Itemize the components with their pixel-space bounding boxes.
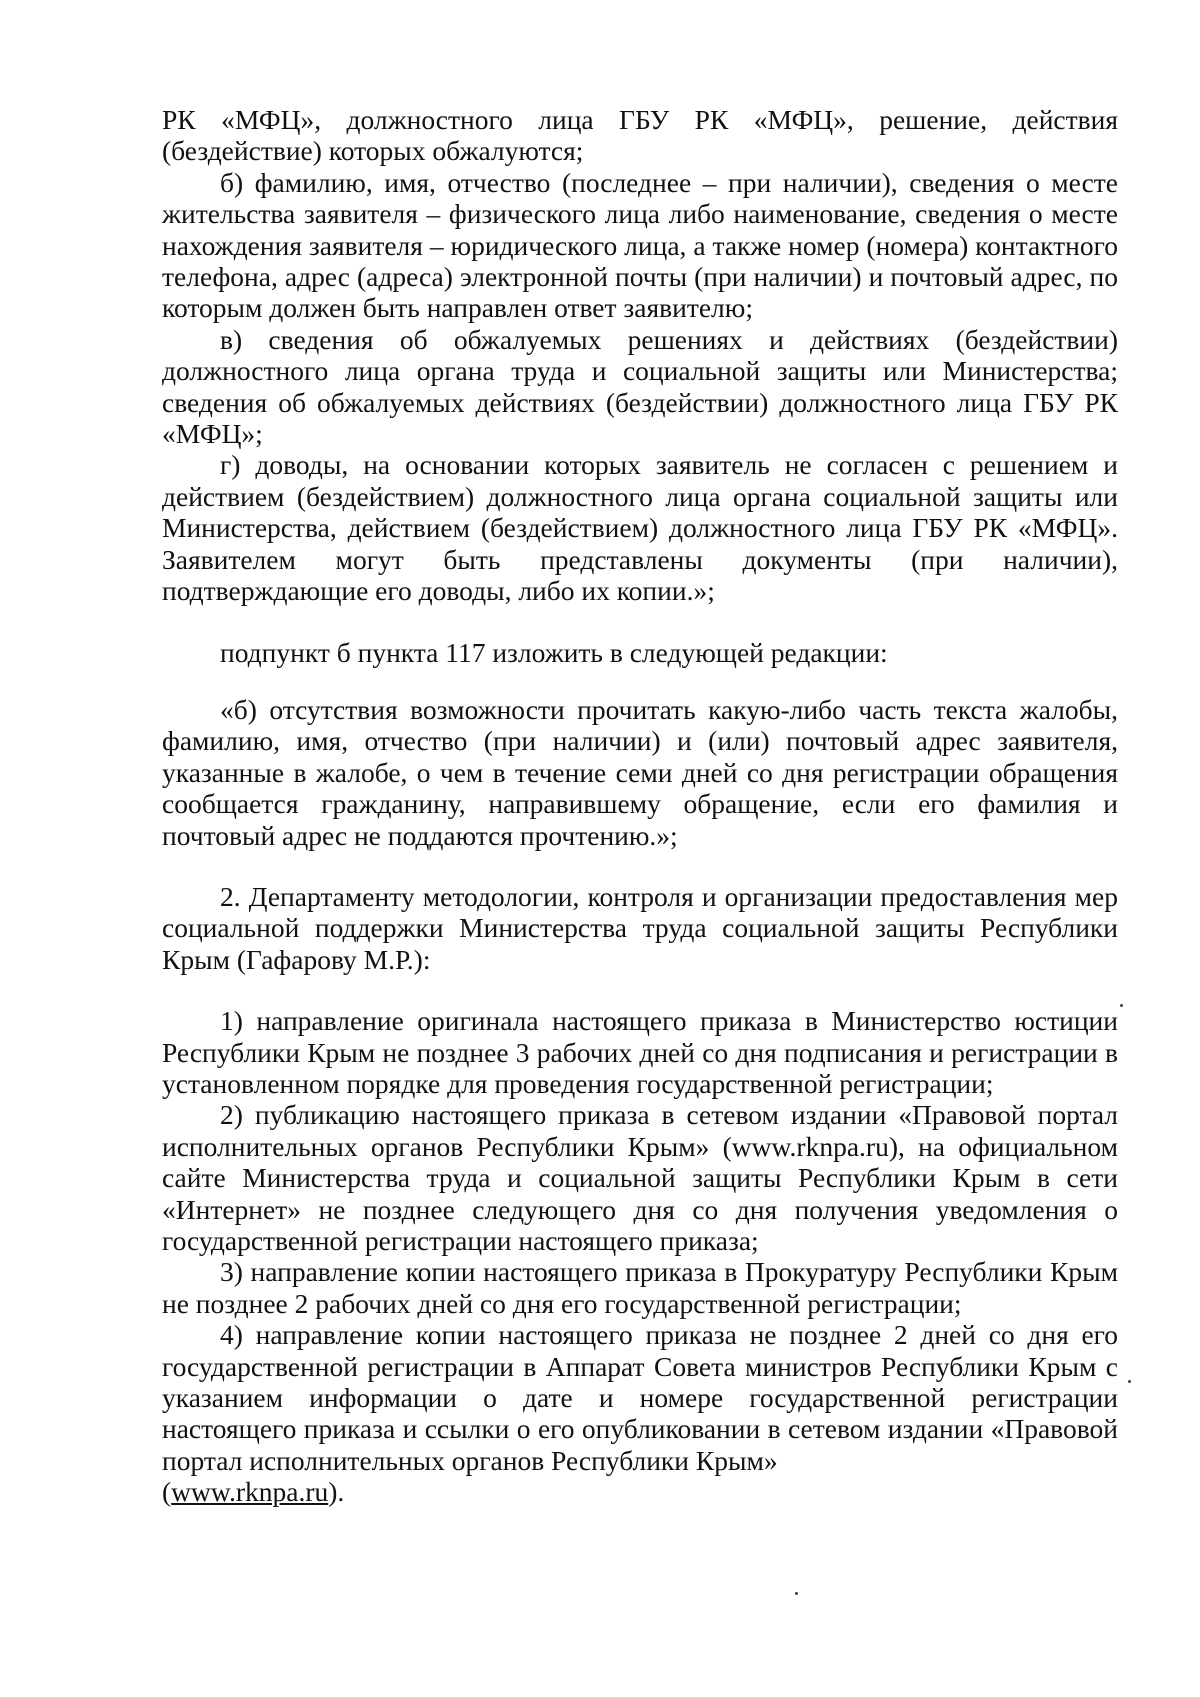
paragraph-continuation: РК «МФЦ», должностного лица ГБУ РК «МФЦ», решение, действия (бездействие) которых обжалуются; [162, 104, 1118, 167]
paragraph-subitem-4: 4) направление копии настоящего приказа не позднее 2 дней со дня его государственной регистрации в Аппарат Совета министров Республики Крым с указанием информации о дате и номере государственной регистрации настоящего приказа и ссылки о его опубликовании в сетевом издании «Правовой портал исполнительных органов Республики Крым» [162, 1319, 1118, 1476]
paragraph-subpoint-117: подпункт б пункта 117 изложить в следующей редакции: [220, 636, 888, 668]
link-open-paren: ( [162, 1476, 172, 1508]
paragraph-subitem-2: 2) публикацию настоящего приказа в сетевом издании «Правовой портал исполнительных органов Республики Крым» (www.rknpa.ru), на официальном сайте Министерства труда и социальной защиты Республики Крым в сети «Интернет» не позднее следующего дня со дня получения уведомления о государственной регистрации настоящего приказа; [162, 1099, 1118, 1256]
scan-speck [795, 1592, 798, 1595]
spacer [162, 607, 1118, 637]
spacer [162, 851, 1118, 881]
spacer [162, 668, 1118, 694]
link-close-paren: ). [328, 1476, 345, 1508]
paragraph-g: г) доводы, на основании которых заявитель не согласен с решением и действием (бездействием) должностного лица органа социальной защиты или Министерства, действием (бездействием) должностного лица ГБУ РК «МФЦ». Заявителем могут быть представлены документы (при наличии), подтверждающие его доводы, либо их копии.»; [162, 449, 1118, 607]
website-link[interactable]: www.rknpa.ru [171, 1476, 329, 1508]
scan-speck [1120, 1004, 1123, 1007]
scan-speck [1128, 1380, 1131, 1383]
paragraph-item-2: 2. Департаменту методологии, контроля и организации предоставления мер социальной поддержки Министерства труда социальной защиты Республики Крым (Гафарову М.Р.): [162, 880, 1118, 975]
paragraph-quote-b: «б) отсутствия возможности прочитать какую-либо часть текста жалобы, фамилию, имя, отчество (при наличии) и (или) почтовый адрес заявителя, указанные в жалобе, о чем в течение семи дней со дня регистрации обращения сообщается гражданину, направившему обращение, если его фамилия и почтовый адрес не поддаются прочтению.»; [162, 693, 1118, 851]
paragraph-v: в) сведения об обжалуемых решениях и действиях (бездействии) должностного лица органа труда и социальной защиты или Министерства; сведения об обжалуемых действиях (бездействии) должностного лица ГБУ РК «МФЦ»; [162, 323, 1118, 450]
paragraph-final-link-line [162, 1476, 1118, 1507]
paragraph-subitem-1: 1) направление оригинала настоящего приказа в Министерство юстиции Республики Крым не позднее 3 рабочих дней со дня подписания и регистрации в установленном порядке для проведения государственной регистрации; [162, 1005, 1118, 1099]
paragraph-b: б) фамилию, имя, отчество (последнее – при наличии), сведения о месте жительства заявителя – физического лица либо наименование, сведения о месте нахождения заявителя – юридического лица, а также номер (номера) контактного телефона, адрес (адреса) электронной почты (при наличии) и почтовый адрес, по которым должен быть направлен ответ заявителю; [162, 166, 1118, 324]
spacer [162, 975, 1118, 1005]
paragraph-subitem-3: 3) направление копии настоящего приказа в Прокуратуру Республики Крым не позднее 2 рабочих дней со дня его государственной регистрации; [162, 1256, 1118, 1319]
document-page [162, 104, 1118, 1508]
